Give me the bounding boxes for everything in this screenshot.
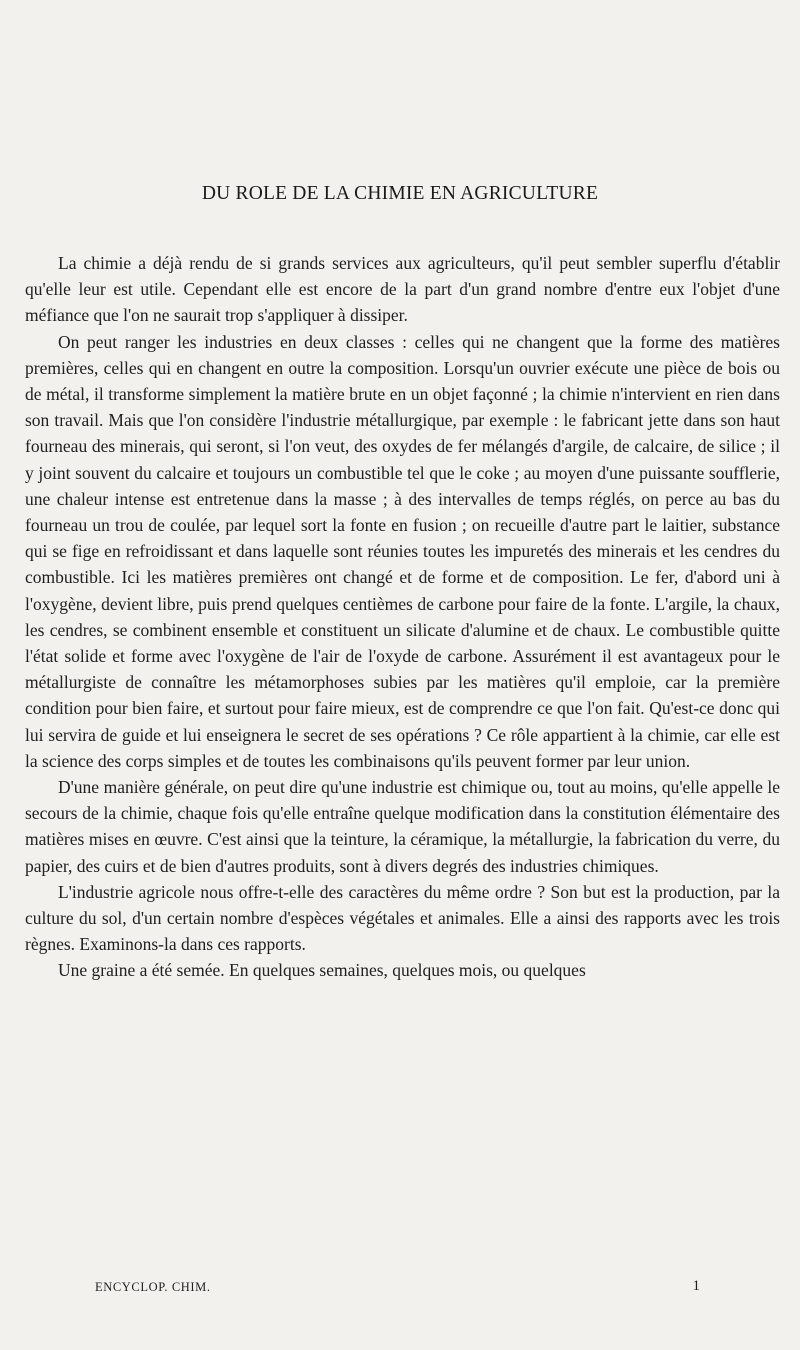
paragraph-5: Une graine a été semée. En quelques semaines, quelques mois, ou quelques <box>58 960 586 981</box>
paragraph-4: L'industrie agricole nous offre-t-elle des caractères du même ordre ? Son but est la production, par la culture du sol, d'un certain nombre d'espèces végétales et animales. Elle a ainsi des rapports avec les trois règnes. Examinons-la dans ces rapports. <box>25 881 780 955</box>
paragraph-3: D'une manière générale, on peut dire qu'une industrie est chimique ou, tout au moins, qu'elle appelle le secours de la chimie, chaque fois qu'elle entraîne quelque modification dans la constitution élémentaire des matières mises en œuvre. C'est ainsi que la teinture, la céramique, la métallurgie, la fabrication du verre, du papier, des cuirs et de bien d'autres produits, sont à divers degrés des industries chimiques. <box>25 777 780 876</box>
paragraph-2: On peut ranger les industries en deux classes : celles qui ne changent que la forme des matières premières, celles qui en changent en outre la composition. Lorsqu'un ouvrier exécute une pièce de bois ou de métal, il transforme simplement la matière brute en un objet façonné ; la chimie n'intervient en rien dans son travail. Mais que l'on considère l'industrie métallurgique, par exemple : le fabricant jette dans son haut fourneau des minerais, qui seront, si l'on veut, des oxydes de fer mélangés d'argile, de calcaire, de silice ; il y joint souvent du calcaire et toujours un combustible tel que le coke ; au moyen d'une puissante soufflerie, une chaleur intense est entretenue dans la masse ; à des intervalles de temps réglés, on perce au bas du fourneau un trou de coulée, par lequel sort la fonte en fusion ; on recueille d'autre part le laitier, substance qui se fige en refroidissant et dans laquelle sont réunies toutes les impuretés des minerais et les cendres du combustible. Ici les matières premières ont changé et de forme et de composition. Le fer, d'abord uni à l'oxygène, devient libre, puis prend quelques centièmes de carbone pour faire de la fonte. L'argile, la chaux, les cendres, se combinent ensemble et constituent un silicate d'alumine et de chaux. Le combustible quitte l'état solide et forme avec l'oxygène de l'air de l'oxyde de carbone. Assurément il est avantageux pour le métallurgiste de connaître les métamorphoses subies par les matières qu'il emploie, car la première condition pour bien faire, et surtout pour faire mieux, est de comprendre ce que l'on fait. Qu'est-ce donc qui lui servira de guide et lui enseignera le secret de ses opérations ? Ce rôle appartient à la chimie, car elle est la science des corps simples et de toutes les combinaisons qu'ils peuvent former par leur union. <box>25 331 780 771</box>
footer-sheet-number: 1 <box>692 1278 700 1294</box>
body-text <box>25 250 780 984</box>
paragraph-1: La chimie a déjà rendu de si grands services aux agriculteurs, qu'il peut sembler superflu d'établir qu'elle leur est utile. Cependant elle est encore de la part d'un grand nombre d'entre eux l'objet d'une méfiance que l'on ne saurait trop s'appliquer à dissiper. <box>25 253 780 326</box>
page-footer <box>25 1280 780 1300</box>
footer-signature: ENCYCLOP. CHIM. <box>95 1280 211 1294</box>
page-title: DU ROLE DE LA CHIMIE EN AGRICULTURE <box>201 183 599 204</box>
